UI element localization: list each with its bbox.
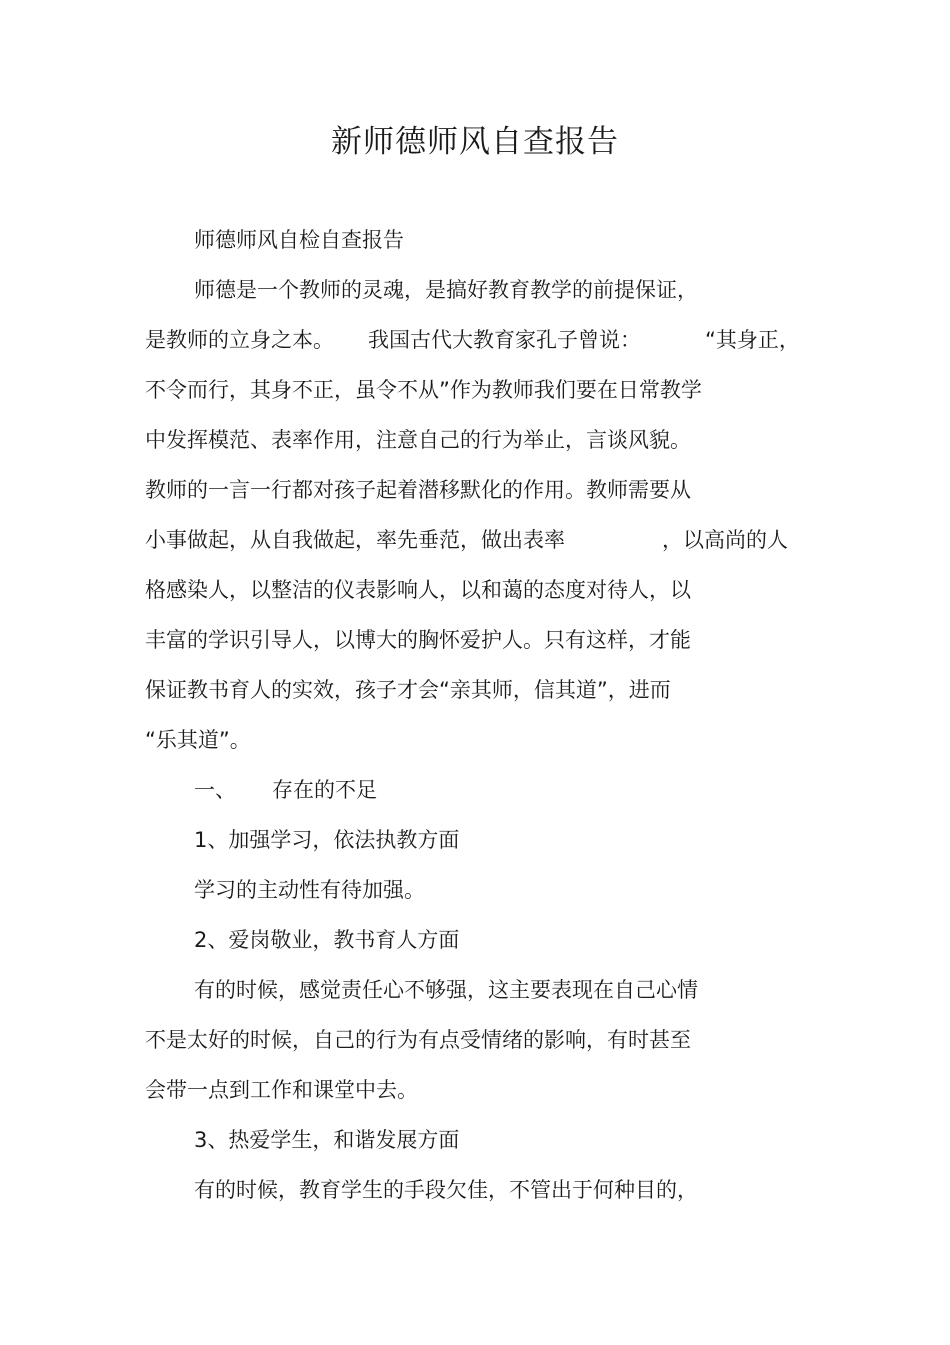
paragraph-line: 保证教书育人的实效，孩子才会“亲其师，信其道”，进而 bbox=[145, 678, 671, 702]
section-heading: 存在的不足 bbox=[272, 778, 377, 802]
paragraph-line: 有的时候，感觉责任心不够强，这主要表现在自己心情 bbox=[194, 978, 698, 1002]
paragraph-line: 我国古代大教育家孔子曾说： bbox=[368, 328, 641, 352]
paragraph-line: 不令而行，其身不正，虽令不从”作为教师我们要在日常教学 bbox=[145, 378, 702, 402]
paragraph-line: 丰富的学识引导人，以博大的胸怀爱护人。只有这样，才能 bbox=[145, 628, 691, 652]
section-number: 一、 bbox=[194, 778, 236, 802]
paragraph-line: “乐其道”。 bbox=[145, 728, 251, 752]
item-heading: 3、热爱学生，和谐发展方面 bbox=[194, 1128, 460, 1152]
paragraph-line: ，以高尚的人 bbox=[662, 528, 788, 552]
paragraph-line: 教师的一言一行都对孩子起着潜移默化的作用。教师需要从 bbox=[145, 478, 691, 502]
item-heading: 2、爱岗敬业，教书育人方面 bbox=[194, 928, 460, 952]
item-heading: 1、加强学习，依法执教方面 bbox=[194, 828, 460, 852]
subtitle-line: 师德师风自检自查报告 bbox=[194, 228, 404, 252]
paragraph-line: 不是太好的时候，自己的行为有点受情绪的影响，有时甚至 bbox=[145, 1028, 691, 1052]
paragraph-line: 是教师的立身之本。 bbox=[145, 328, 334, 352]
paragraph-line: “其身正， bbox=[705, 328, 800, 352]
paragraph-line: 师德是一个教师的灵魂，是搞好教育教学的前提保证， bbox=[194, 278, 698, 302]
paragraph-line: 中发挥模范、表率作用，注意自己的行为举止，言谈风貌。 bbox=[145, 428, 691, 452]
paragraph-line: 格感染人，以整洁的仪表影响人，以和蔼的态度对待人，以 bbox=[145, 578, 691, 602]
document-title: 新师德师风自查报告 bbox=[331, 124, 619, 160]
paragraph-line: 会带一点到工作和课堂中去。 bbox=[145, 1078, 418, 1102]
paragraph-line: 有的时候，教育学生的手段欠佳，不管出于何种目的， bbox=[194, 1178, 698, 1202]
paragraph-line: 小事做起，从自我做起，率先垂范，做出表率 bbox=[145, 528, 565, 552]
paragraph-line: 学习的主动性有待加强。 bbox=[194, 878, 425, 902]
